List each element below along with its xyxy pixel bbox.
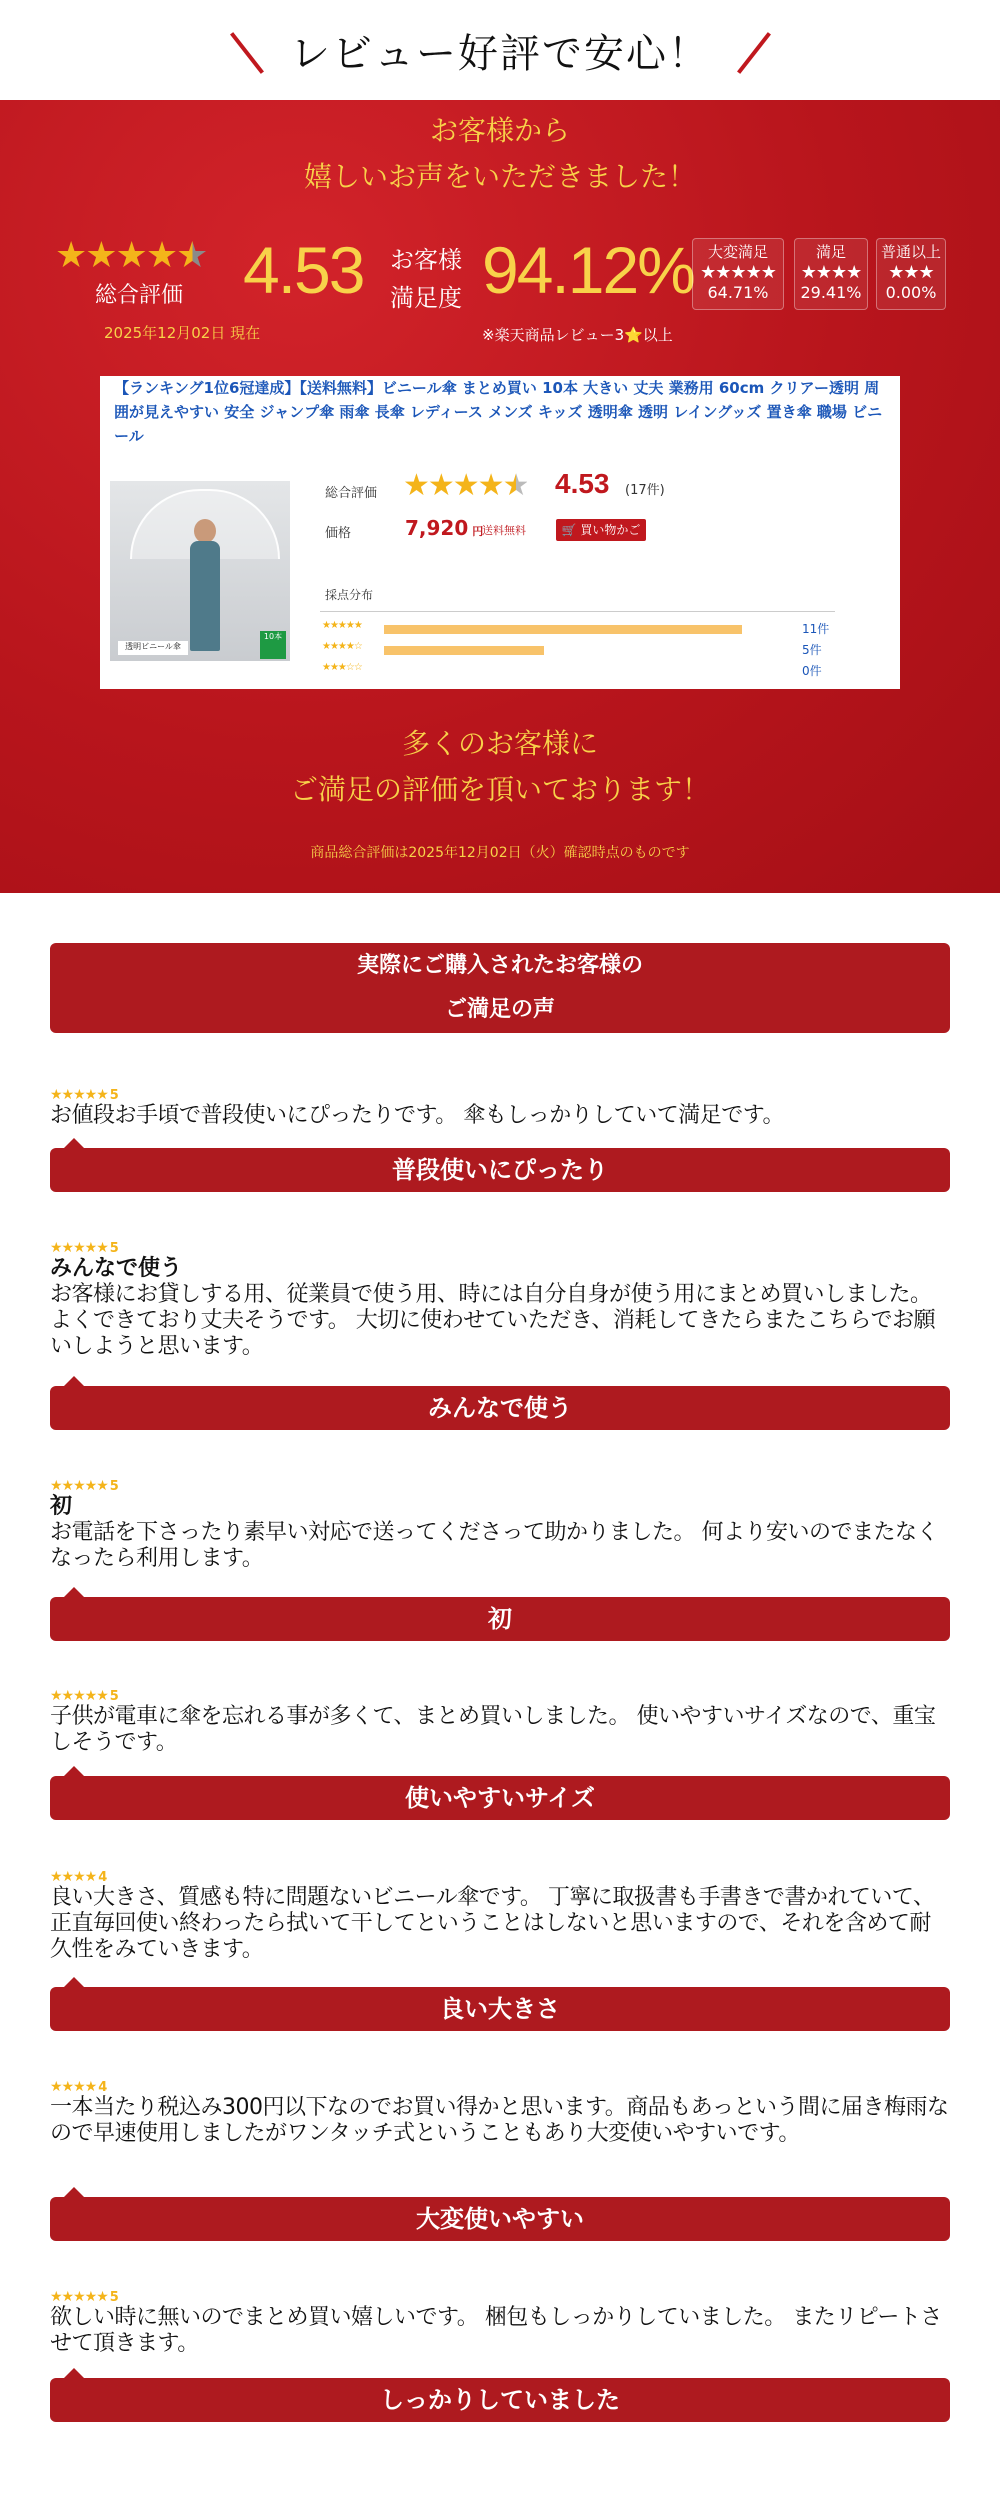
review-stars: ★★★★★ (50, 2289, 108, 2305)
review-title: みんなで使う (50, 1256, 183, 1281)
photo-badge: 10本 (260, 631, 286, 659)
overall-stars (55, 235, 206, 276)
hero-title-line2: 嬉しいお声をいただきました！ (303, 160, 696, 193)
review-rating: 4 (98, 2080, 107, 2095)
review-title: 初 (50, 1494, 73, 1519)
review-tag: しっかりしていました (50, 2378, 950, 2422)
review-text: 欲しい時に無いのでまとめ買い嬉しいです。 梱包もしっかりしていました。 またリピートさせて頂きます。 (50, 2305, 942, 2356)
price-unit: 円 (472, 525, 484, 538)
model-body (190, 541, 220, 651)
review-text: 良い大きさ、質感も特に問題ないビニール傘です。 丁寧に取扱書も手書きで書かれていて、正直毎回使い終わったら拭いて干してということはしないと思いますので、それを含めて耐久性をみていきます。 (50, 1885, 935, 1962)
card-price (405, 516, 483, 540)
satisfaction-label-1: お客様 (390, 246, 462, 274)
product-title-link[interactable]: 【ランキング1位6冠達成】【送料無料】ビニール傘 まとめ買い 10本 大きい 丈夫 業務用 60cm クリアー透明 周囲が見えやすい 安全 ジャンプ傘 雨傘 長傘 レディース メンズ キッズ 透明傘 透明 レイングッズ 置き傘 職場 ビニール (114, 379, 883, 445)
dist-stars-icon: ★★★☆☆ (322, 662, 362, 673)
distribution-label: 採点分布 (325, 588, 374, 602)
review-rating: 5 (109, 2290, 118, 2305)
card-stars (403, 468, 527, 503)
card-score: 4.53 (555, 468, 610, 499)
review-item (50, 1087, 950, 1129)
dist-count[interactable]: 11件 (802, 622, 830, 636)
review-text: お値段お手頃で普段使いにぴったりです。 傘もしっかりしていて満足です。 (50, 1103, 784, 1128)
review-item (50, 2289, 950, 2357)
review-stars-icon (50, 2289, 950, 2305)
review-stars-icon (50, 1087, 950, 1103)
as-of-date: 2025年12月02日 現在 (104, 324, 261, 342)
customer-voices-heading (50, 943, 950, 1033)
box-percent: 29.41% (800, 283, 862, 302)
satisfaction-label-2: 満足度 (390, 284, 462, 312)
voices-heading-line1: 実際にご購入されたお客様の (356, 953, 643, 978)
review-tag: 使いやすいサイズ (50, 1776, 950, 1820)
hero-footnote: 商品総合評価は2025年12月02日（火）確認時点のものです (310, 845, 690, 861)
review-text: 一本当たり税込み300円以下なのでお買い得かと思います。商品もあっという間に届き梅雨なので早速使用しましたがワンタッチ式ということもあり大変使いやすいです。 (50, 2095, 949, 2146)
decor-slash-left (230, 32, 264, 74)
box-title: 満足 (815, 243, 846, 261)
review-summary-banner (0, 100, 1000, 893)
review-stars-icon (50, 1478, 950, 1494)
review-tag: みんなで使う (50, 1386, 950, 1430)
product-photo (110, 481, 290, 661)
box-stars-icon: ★★★ (888, 262, 934, 283)
review-text: お客様にお貸しする用、従業員で使う用、時には自分自身が使う用にまとめ買いしました。 よくできており丈夫そうです。 大切に使わせていただき、消耗してきたらまたこちらでお願いしようと思います。 (50, 1282, 936, 1359)
hero-bottom-line1: 多くのお客様に (401, 727, 598, 760)
overall-full-stars-icon: ★★★★ (55, 235, 177, 276)
review-tag: 普段使いにぴったり (50, 1148, 950, 1192)
review-item (50, 2079, 950, 2147)
model-head (194, 519, 216, 543)
review-stars-icon (50, 1688, 950, 1704)
review-stars-icon (50, 2079, 950, 2095)
review-tag: 初 (50, 1597, 950, 1641)
review-tag: 大変使いやすい (50, 2197, 950, 2241)
review-item (50, 1478, 950, 1572)
card-shipping: 送料無料 (482, 524, 526, 537)
rating-box-above-average (876, 238, 946, 310)
distribution-row (322, 641, 842, 659)
box-title: 普通以上 (880, 243, 941, 261)
dist-stars-icon: ★★★★☆ (322, 641, 362, 652)
card-full-stars-icon: ★★★★ (403, 468, 503, 503)
dist-stars-icon: ★★★★★ (322, 620, 362, 631)
review-rating: 5 (109, 1241, 118, 1256)
distribution-row (322, 662, 842, 680)
add-to-cart-button[interactable]: 🛒 買い物かご (556, 519, 646, 541)
review-rating: 4 (98, 1870, 107, 1885)
rating-box-very-satisfied (692, 238, 784, 310)
hero-title (0, 108, 1000, 200)
review-text: 子供が電車に傘を忘れる事が多くて、まとめ買いしました。 使いやすいサイズなので、重宝しそうです。 (50, 1704, 936, 1755)
voices-heading-line2: ご満足の声 (444, 997, 555, 1022)
hero-bottom-line2: ご満足の評価を頂いております！ (289, 773, 710, 806)
box-title: 大変満足 (707, 243, 768, 261)
distribution-row (322, 620, 842, 638)
photo-tag: 透明ビニール傘 (118, 641, 188, 655)
card-review-count[interactable]: (17件) (625, 483, 665, 498)
review-stars: ★★★★★ (50, 1240, 108, 1256)
review-rating: 5 (109, 1479, 118, 1494)
overall-half-star-icon: ★ (176, 235, 207, 276)
review-stars-icon (50, 1240, 950, 1256)
rating-box-satisfied (794, 238, 868, 310)
card-price-label: 価格 (325, 526, 352, 541)
price-value: 7,920 (405, 516, 469, 540)
box-stars-icon: ★★★★ (800, 262, 862, 283)
box-percent: 0.00% (885, 283, 937, 302)
review-rating: 5 (109, 1689, 118, 1704)
review-item (50, 1240, 950, 1360)
satisfaction-value: 94.12% (482, 233, 694, 307)
overall-label: 総合評価 (95, 283, 184, 308)
review-stars: ★★★★★ (50, 1688, 108, 1704)
page-header (0, 0, 1000, 100)
card-half-star-icon: ★ (502, 468, 528, 503)
dist-count[interactable]: 0件 (802, 664, 822, 678)
page-title: レビュー好評で安心！ (290, 30, 710, 77)
box-stars-icon: ★★★★★ (700, 262, 776, 283)
review-note: ※楽天商品レビュー3⭐以上 (482, 326, 673, 344)
hero-bottom-message (0, 721, 1000, 813)
review-stars: ★★★★★ (50, 1478, 108, 1494)
review-text: お電話を下さったり素早い対応で送ってくださって助かりました。 何より安いのでまたなくなったら利用します。 (50, 1520, 938, 1571)
review-item (50, 1869, 950, 1963)
review-stars: ★★★★ (50, 1869, 97, 1885)
box-percent: 64.71% (707, 283, 769, 302)
distribution-divider (320, 611, 835, 612)
dist-count[interactable]: 5件 (802, 643, 822, 657)
product-review-card (100, 376, 900, 689)
review-stars: ★★★★★ (50, 1087, 108, 1103)
overall-score: 4.53 (243, 233, 364, 307)
card-rating-label: 総合評価 (325, 486, 378, 501)
dist-bar (384, 625, 742, 634)
hero-title-line1: お客様から (429, 114, 570, 147)
dist-bar (384, 646, 544, 655)
review-stars: ★★★★ (50, 2079, 97, 2095)
review-tag: 良い大きさ (50, 1987, 950, 2031)
review-rating: 5 (109, 1088, 118, 1103)
review-stars-icon (50, 1869, 950, 1885)
review-item (50, 1688, 950, 1756)
decor-slash-right (737, 32, 771, 74)
